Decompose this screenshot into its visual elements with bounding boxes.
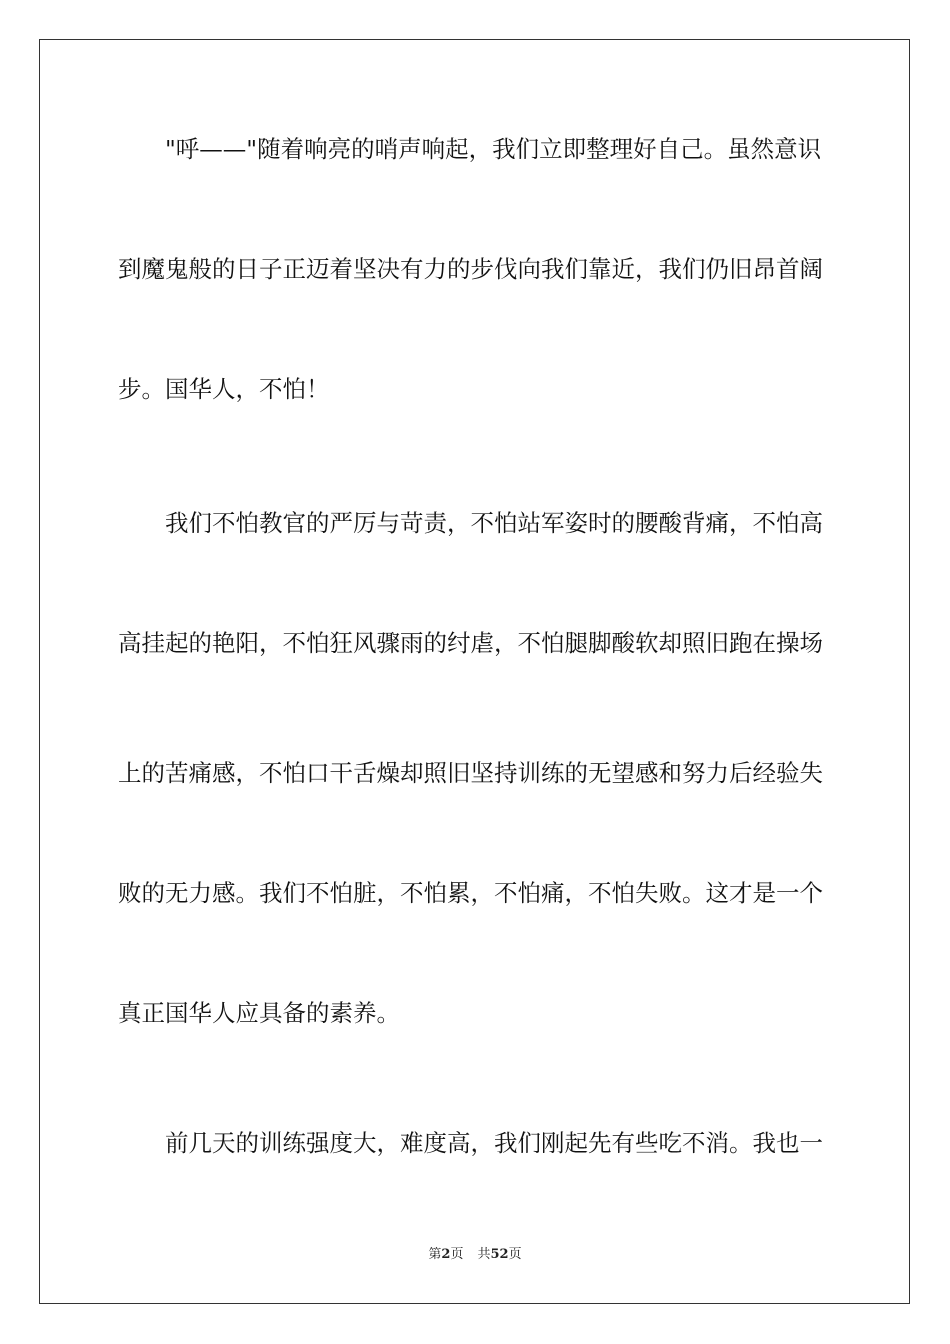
page-footer [0, 1246, 950, 1264]
page-border [39, 39, 910, 1304]
paragraph-1-line-3: 步。国华人，不怕！ [118, 375, 330, 403]
page-number: 2 [441, 1247, 451, 1262]
total-suffix: 页 [508, 1247, 522, 1262]
paragraph-2-line-3: 上的苦痛感，不怕口干舌燥却照旧坚持训练的无望感和努力后经验失 [118, 759, 823, 787]
paragraph-2-line-2: 高挂起的艳阳，不怕狂风骤雨的纣虐，不怕腿脚酸软却照旧跑在操场 [118, 629, 823, 657]
page-suffix: 页 [450, 1247, 464, 1262]
paragraph-1-line-2: 到魔鬼般的日子正迈着坚决有力的步伐向我们靠近，我们仍旧昂首阔 [118, 255, 823, 283]
total-pages: 52 [490, 1247, 509, 1262]
paragraph-2-line-1: 我们不怕教官的严厉与苛责，不怕站军姿时的腰酸背痛，不怕高 [165, 509, 823, 537]
total-prefix: 共 [477, 1247, 491, 1262]
paragraph-2-line-4: 败的无力感。我们不怕脏，不怕累，不怕痛，不怕失败。这才是一个 [118, 879, 823, 907]
page-prefix: 第 [428, 1247, 442, 1262]
paragraph-3-line-1: 前几天的训练强度大，难度高，我们刚起先有些吃不消。我也一 [165, 1129, 823, 1157]
paragraph-1-line-1: "呼——"随着响亮的哨声响起，我们立即整理好自己。虽然意识 [165, 135, 822, 163]
paragraph-2-line-5: 真正国华人应具备的素养。 [118, 999, 400, 1027]
